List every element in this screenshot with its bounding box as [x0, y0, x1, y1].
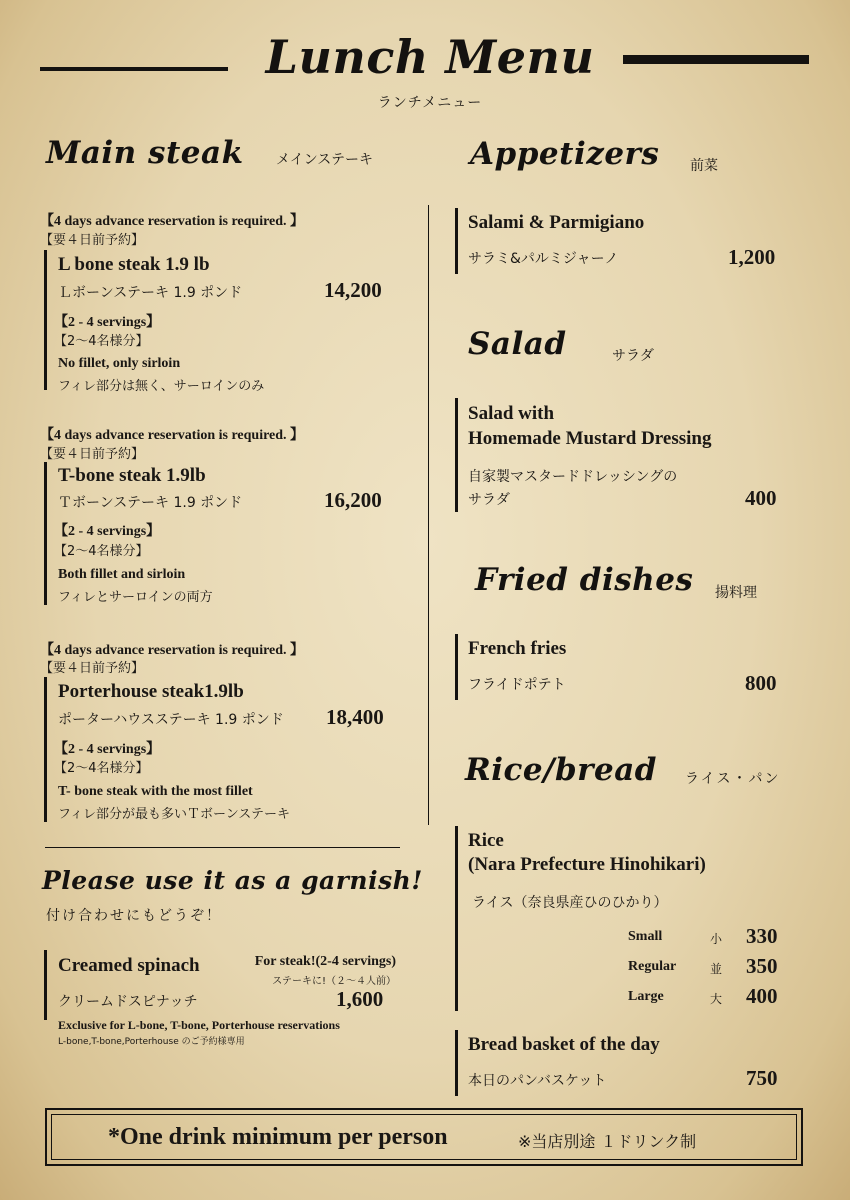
- steak1-note-en: No fillet, only sirloin: [58, 356, 181, 371]
- steak2-price: 16,200: [324, 488, 382, 512]
- rice-bar: [455, 826, 458, 1011]
- steak2-reservation-jp: 【要４日前予約】: [40, 447, 145, 462]
- steak3-servings-jp: 【2〜4名様分】: [54, 761, 149, 776]
- bread-price: 750: [746, 1066, 778, 1090]
- appetizers-price: 1,200: [728, 245, 776, 269]
- rice-name-line1: Rice: [468, 830, 504, 851]
- bread-bar: [455, 1030, 458, 1096]
- garnish-heading: Please use it as a garnish!: [42, 866, 423, 895]
- garnish-for-steak-en: For steak!(2-4 servings): [254, 954, 396, 969]
- salad-price: 400: [745, 486, 777, 510]
- fried-heading: Fried dishes: [475, 562, 694, 598]
- rice-size-regular-jp: 並: [710, 962, 723, 976]
- steak1-servings-en: 【2 - 4 servings】: [54, 315, 161, 330]
- garnish-exclusive-en: Exclusive for L-bone, T-bone, Porterhouse reservations: [58, 1018, 340, 1032]
- salad-name-line1: Salad with: [468, 403, 555, 424]
- page-subtitle: ランチメニュー: [377, 95, 483, 111]
- steak2-name: T-bone steak 1.9lb: [58, 465, 206, 486]
- steak1-price: 14,200: [324, 278, 382, 302]
- salad-jp-line2: サラダ: [468, 492, 510, 508]
- main-steak-heading-jp: メインステーキ: [276, 152, 374, 168]
- steak1-bar: [44, 250, 47, 390]
- rice-size-small-price: 330: [746, 924, 778, 948]
- salad-heading: Salad: [468, 326, 567, 362]
- appetizers-name-jp: サラミ&パルミジャーノ: [468, 251, 619, 267]
- rice-size-small: Small: [628, 929, 663, 944]
- steak2-name-jp: Ｔボーンステーキ 1.9 ポンド: [58, 495, 243, 511]
- steak1-name: L bone steak 1.9 lb: [58, 254, 210, 275]
- appetizers-heading-jp: 前菜: [690, 158, 718, 174]
- garnish-for-steak-jp: ステーキに!（２～４人前）: [272, 976, 396, 987]
- steak1-note-jp: フィレ部分は無く、サーロインのみ: [58, 379, 265, 394]
- salad-bar: [455, 398, 458, 512]
- salad-name-line2: Homemade Mustard Dressing: [468, 428, 712, 449]
- bread-name: Bread basket of the day: [468, 1034, 660, 1055]
- steak3-note-en: T- bone steak with the most fillet: [58, 784, 253, 799]
- rice-name-line2: (Nara Prefecture Hinohikari): [468, 854, 706, 875]
- steak2-note-en: Both fillet and sirloin: [58, 567, 186, 582]
- fried-name-jp: フライドポテト: [468, 677, 566, 693]
- steak3-bar: [44, 677, 47, 822]
- garnish-price: 1,600: [336, 987, 384, 1011]
- steak1-name-jp: Ｌボーンステーキ 1.9 ポンド: [58, 285, 243, 301]
- header-rule-left: [40, 67, 228, 71]
- garnish-item-jp: クリームドスピナッチ: [58, 994, 198, 1010]
- rice-size-small-jp: 小: [710, 932, 723, 946]
- fried-heading-jp: 揚料理: [715, 585, 757, 601]
- rice-size-regular: Regular: [628, 959, 677, 974]
- garnish-divider: [45, 847, 400, 848]
- header-rule-right: [623, 55, 809, 64]
- steak2-reservation-en: 【4 days advance reservation is required. 】: [40, 428, 305, 443]
- steak3-servings-en: 【2 - 4 servings】: [54, 742, 161, 757]
- garnish-item-name: Creamed spinach: [58, 955, 200, 976]
- rice-size-large-jp: 大: [710, 992, 723, 1006]
- steak3-price: 18,400: [326, 705, 384, 729]
- steak2-servings-jp: 【2〜4名様分】: [54, 544, 149, 559]
- footer-note-en: *One drink minimum per person: [108, 1124, 448, 1150]
- rice-jp: ライス（奈良県産ひのひかり）: [472, 895, 668, 911]
- bread-jp: 本日のパンバスケット: [468, 1073, 607, 1089]
- fried-name: French fries: [468, 638, 567, 659]
- steak1-reservation-jp: 【要４日前予約】: [40, 233, 145, 248]
- rice-bread-heading-jp: ライス・パン: [685, 771, 781, 787]
- appetizers-name: Salami & Parmigiano: [468, 212, 645, 233]
- rice-size-large-price: 400: [746, 984, 778, 1008]
- steak3-note-jp: フィレ部分が最も多いＴボーンステーキ: [58, 807, 291, 822]
- steak1-servings-jp: 【2〜4名様分】: [54, 334, 149, 349]
- appetizers-heading: Appetizers: [470, 136, 660, 172]
- appetizers-bar: [455, 208, 458, 274]
- rice-size-large: Large: [628, 989, 664, 1004]
- main-steak-heading: Main steak: [46, 135, 244, 171]
- steak2-servings-en: 【2 - 4 servings】: [54, 524, 161, 539]
- steak1-reservation-en: 【4 days advance reservation is required. 】: [40, 214, 305, 229]
- footer-note-jp: ※当店別途 １ドリンク制: [518, 1132, 697, 1151]
- column-divider: [428, 205, 429, 825]
- steak2-note-jp: フィレとサーロインの両方: [58, 590, 213, 605]
- fried-price: 800: [745, 671, 777, 695]
- salad-jp-line1: 自家製マスタードドレッシングの: [468, 469, 678, 485]
- fried-bar: [455, 634, 458, 700]
- rice-bread-heading: Rice/bread: [465, 752, 657, 788]
- garnish-heading-jp: 付け合わせにもどうぞ！: [46, 908, 222, 924]
- salad-heading-jp: サラダ: [612, 348, 654, 364]
- garnish-exclusive-jp: L-bone,T-bone,Porterhouse のご予約様専用: [58, 1037, 245, 1047]
- steak3-name: Porterhouse steak1.9lb: [58, 681, 244, 702]
- steak3-reservation-en: 【4 days advance reservation is required. 】: [40, 643, 305, 658]
- page-title: Lunch Menu: [265, 30, 595, 84]
- rice-size-regular-price: 350: [746, 954, 778, 978]
- steak3-reservation-jp: 【要４日前予約】: [40, 661, 145, 676]
- steak2-bar: [44, 462, 47, 605]
- garnish-bar: [44, 950, 47, 1020]
- steak3-name-jp: ポーターハウスステーキ 1.9 ポンド: [58, 712, 284, 728]
